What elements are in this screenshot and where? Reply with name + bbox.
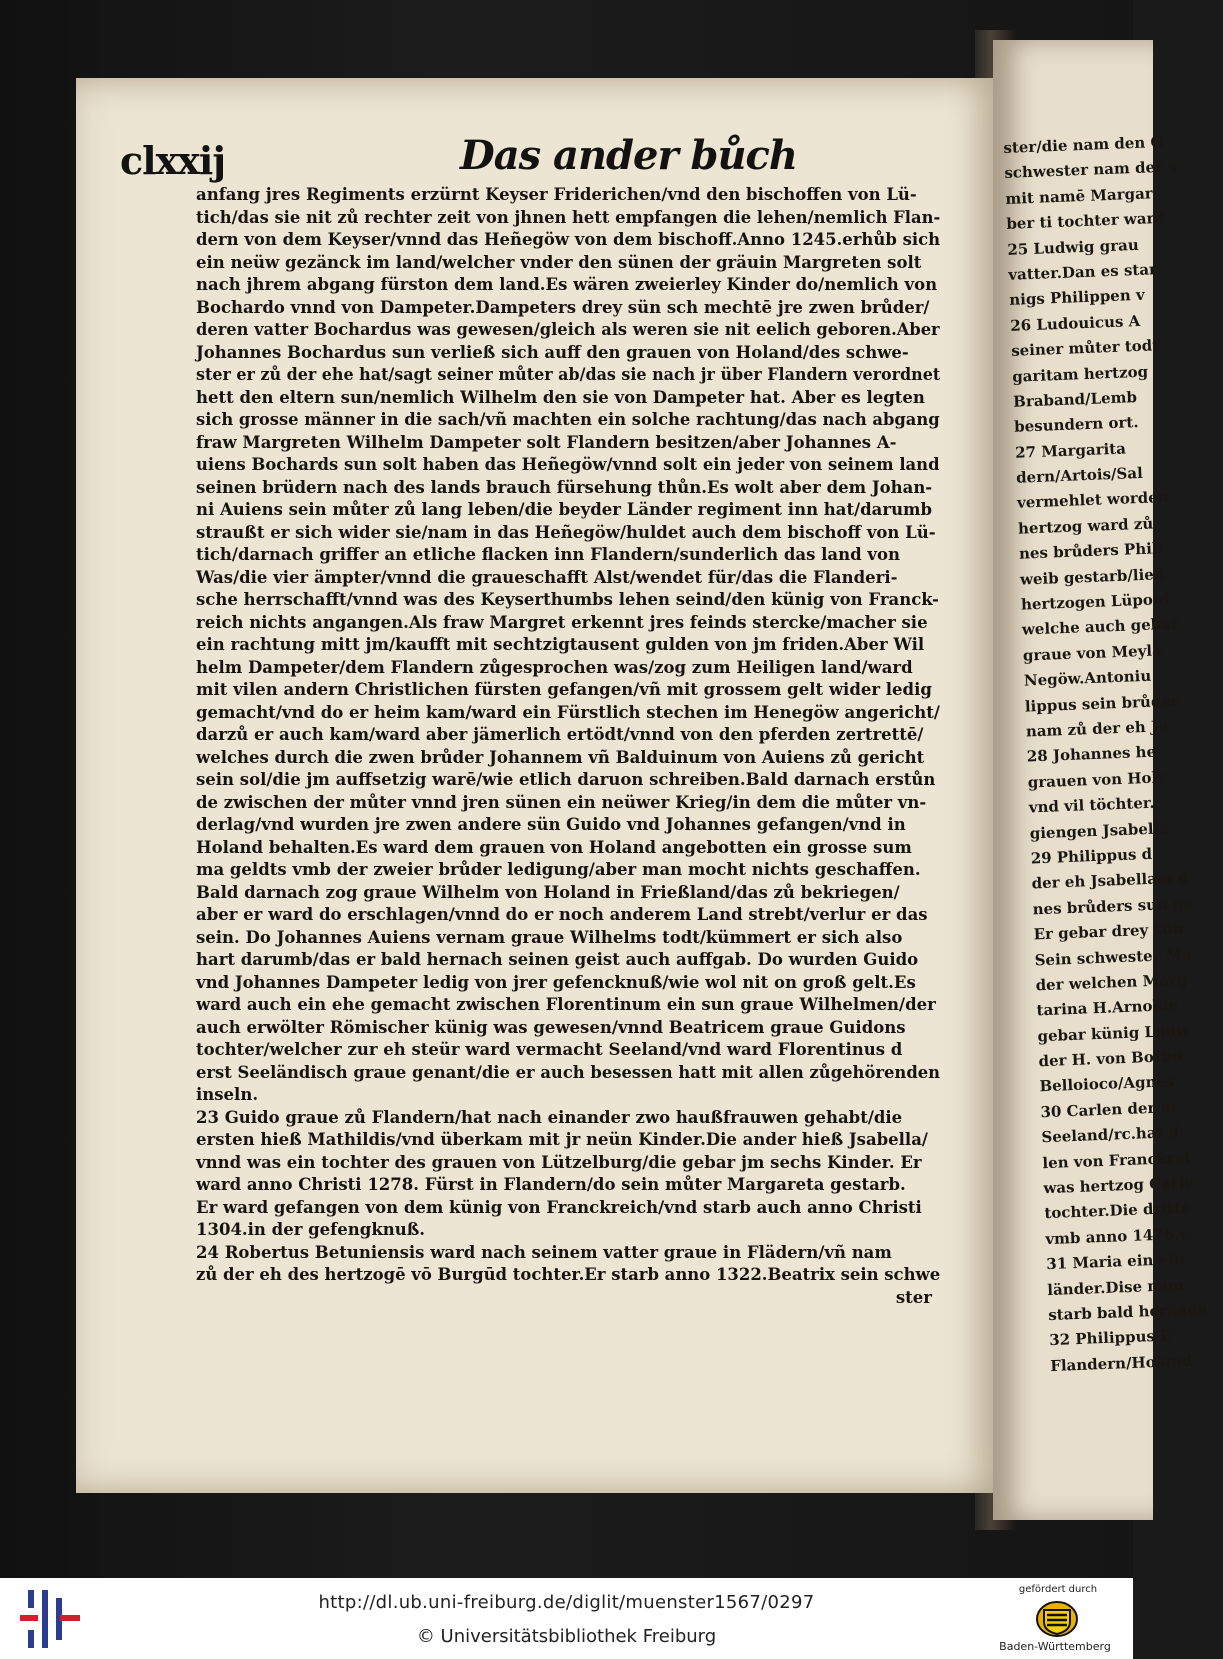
facing-text-line: welche auch gebar bbox=[1021, 615, 1180, 640]
text-line: aber er ward do erschlagen/vnnd do er noch anderem Land strebt/verlur er das bbox=[196, 905, 928, 924]
running-head: Das ander bůch bbox=[460, 132, 797, 179]
facing-text-line: 31 Maria ein ein bbox=[1046, 1250, 1186, 1274]
text-line: hett den eltern sun/nemlich Wilhelm den sie von Dampeter hat. Aber es legten bbox=[196, 387, 925, 407]
facing-text-line: ster/die nam den G bbox=[1003, 132, 1164, 157]
text-line: fraw Margreten Wilhelm Dampeter solt Flandern besitzen/aber Johannes A- bbox=[196, 432, 897, 452]
facing-text-line: besundern ort. bbox=[1013, 413, 1139, 437]
text-line: Johannes Bochardus sun verließ sich auff den grauen von Holand/des schwe- bbox=[196, 342, 909, 362]
catchword: ster bbox=[895, 1287, 932, 1307]
facing-text-line: nes brůders Phili bbox=[1018, 539, 1164, 563]
facing-text-line: Negöw.Antoniu bbox=[1023, 666, 1152, 690]
text-line: Bald darnach zog graue Wilhelm von Holand in Frießland/das zů bekriegen/ bbox=[196, 882, 900, 902]
facing-text-line: giengen Jsabella bbox=[1029, 818, 1170, 843]
text-line: reich nichts angangen.Als fraw Margret erkennt jres feinds stercke/macher sie bbox=[196, 612, 928, 632]
facing-text-line: der eh Jsabellam d bbox=[1031, 868, 1189, 893]
text-line: ein neüw gezänck im land/welcher vnder den sünen der gräuin Margreten solt bbox=[196, 252, 922, 272]
text-line: ma geldts vmb der zweier brůder ledigung/aber man mocht nichts geschaffen. bbox=[196, 860, 921, 879]
text-line: sein sol/die jm auffsetzig warē/wie etlich daruon schreiben.Bald darnach erstůn bbox=[196, 770, 936, 789]
facing-text-line: 26 Ludouicus A bbox=[1009, 311, 1141, 335]
text-line: gemacht/vnd do er heim kam/ward ein Fürstlich stechen im Henegöw angericht/ bbox=[196, 702, 940, 722]
facing-text-line: len von Franckrei bbox=[1042, 1148, 1191, 1172]
text-line: tochter/welcher zur eh steür ward vermacht Seeland/vnd ward Florentinus d bbox=[196, 1040, 903, 1059]
facing-text-line: Braband/Lemb bbox=[1012, 387, 1138, 411]
text-line: straußt er sich wider sie/nam in das Heñegöw/huldet auch dem bischoff von Lü- bbox=[196, 522, 936, 542]
text-line: Er ward gefangen von dem künig von Franckreich/vnd starb auch anno Christi bbox=[196, 1197, 922, 1217]
funding-state-label: Baden-Württemberg bbox=[999, 1640, 1111, 1653]
text-line: hart darumb/das er bald hernach seinen geist auch auffgab. Do wurden Guido bbox=[196, 950, 919, 969]
text-line: sich grosse männer in die sach/vñ machten ein solche rachtung/das nach abgang bbox=[196, 410, 940, 429]
text-line: tich/darnach griffer an etliche flacken inn Flandern/sunderlich das land von bbox=[196, 545, 900, 564]
text-line: ward anno Christi 1278. Fürst in Flandern/do sein můter Margareta gestarb. bbox=[196, 1175, 906, 1194]
facing-text-line: vermehlet worden bbox=[1016, 488, 1169, 513]
facing-text-line: nigs Philippen v bbox=[1008, 286, 1145, 310]
facing-text-line: seiner můter todt bbox=[1010, 336, 1160, 360]
text-line: ein rachtung mitt jm/kaufft mit sechtzigtausent gulden von jm friden.Aber Wil bbox=[196, 635, 925, 654]
facing-text-line: starb bald hernach bbox=[1047, 1299, 1208, 1325]
folio-number: clxxij bbox=[120, 138, 226, 183]
text-line: vnd Johannes Dampeter ledig von jrer gefencknuß/wie wol nit on groß gelt.Es bbox=[196, 972, 916, 992]
text-line: nach jhrem abgang fürston dem land.Es wären zweierley Kinder do/nemlich von bbox=[196, 275, 938, 294]
text-line: seinen brüdern nach des lands brauch fürsehung thůn.Es wolt aber dem Johan- bbox=[196, 477, 933, 497]
text-line: inseln. bbox=[196, 1085, 259, 1104]
text-line: ward auch ein ehe gemacht zwischen Florentinum ein sun graue Wilhelmen/der bbox=[196, 995, 936, 1014]
text-line: 23 Guido graue zů Flandern/hat nach einander zwo haußfrauwen gehabt/die bbox=[196, 1107, 903, 1127]
facing-text-line: 27 Margarita bbox=[1014, 439, 1127, 462]
text-line: ersten hieß Mathildis/vnd überkam mit jr neün Kinder.Die ander hieß Jsabella/ bbox=[196, 1130, 928, 1149]
facing-text-line: länder.Dise nam bbox=[1046, 1275, 1185, 1299]
facing-text-line: 30 Carlen der m bbox=[1040, 1097, 1177, 1122]
facing-text-line: graue von Meyla bbox=[1022, 641, 1163, 665]
funding-label: gefördert durch bbox=[1018, 1584, 1098, 1595]
facing-text-line: 25 Ludwig grau bbox=[1007, 235, 1139, 259]
facing-text-line: tarina H.Arnolde bbox=[1036, 996, 1179, 1020]
facing-text-line: der welchen Marg bbox=[1035, 970, 1188, 995]
document-url[interactable]: http://dl.ub.uni-freiburg.de/diglit/muenster1567/0297 bbox=[318, 1592, 815, 1613]
text-line: zů der eh des hertzogē vō Burgūd tochter.Er starb anno 1322.Beatrix sein schwe bbox=[196, 1265, 941, 1284]
text-line: mit vilen andern Christlichen fürsten gefangen/vñ mit grossem gelt wider ledig bbox=[196, 680, 932, 699]
text-line: sche herrschafft/vnnd was des Keyserthumbs lehen seind/den künig von Franck- bbox=[196, 590, 939, 609]
text-line: derlag/vnd wurden jre zwen andere sün Guido vnd Johannes gefangen/vnd in bbox=[196, 815, 906, 834]
facing-text-line: 32 Philippus E bbox=[1048, 1326, 1172, 1350]
facing-text-line: tochter.Die dritte bbox=[1044, 1199, 1191, 1223]
facing-text-line: gebar künig Ludw bbox=[1037, 1021, 1190, 1046]
text-line: ster er zů der ehe hat/sagt seiner můter ab/das sie nach jr über Flandern verordnet bbox=[196, 365, 941, 384]
facing-text-line: hertzogen Lüpold bbox=[1020, 590, 1170, 614]
text-line: sein. Do Johannes Auiens vernam graue Wilhelms todt/kümmert er sich also bbox=[196, 927, 903, 947]
facing-text-line: hertzog ward zů bbox=[1017, 514, 1154, 538]
baden-wuerttemberg-crest-icon bbox=[1022, 1600, 1092, 1638]
facing-text-line: 28 Johannes he bbox=[1026, 742, 1157, 766]
facing-text-line: Belloioco/Agnes bbox=[1039, 1072, 1175, 1096]
facing-text-line: Er gebar drey sün bbox=[1033, 919, 1184, 944]
facing-text-line: Flandern/Holand bbox=[1049, 1351, 1193, 1375]
facing-text-line: Sein schwester Ma bbox=[1034, 944, 1193, 969]
facing-text-line: dern/Artois/Sal bbox=[1015, 463, 1144, 487]
text-line: welches durch die zwen brůder Johannem vñ Balduinum von Auiens zů gericht bbox=[196, 747, 925, 767]
text-line: dern von dem Keyser/vnnd das Heñegöw von dem bischoff.Anno 1245.erhůb sich bbox=[196, 230, 941, 249]
text-line: 24 Robertus Betuniensis ward nach seinem vatter graue in Flädern/vñ nam bbox=[196, 1242, 892, 1262]
facing-text-line: vatter.Dan es star bbox=[1007, 260, 1158, 284]
text-line: Holand behalten.Es ward dem grauen von Holand angebotten ein grosse sum bbox=[196, 837, 912, 857]
text-line: ni Auiens sein můter zů lang leben/die beyder Länder regiment inn hat/darumb bbox=[196, 500, 933, 519]
text-line: erst Seeländisch graue genant/die er auch besessen hatt mit allen zůgehörenden bbox=[196, 1062, 941, 1082]
facing-text-line: garitam hertzog bbox=[1011, 362, 1149, 386]
text-line: de zwischen der můter vnnd jren sünen ein neüwer Krieg/in dem die můter vn- bbox=[196, 792, 927, 812]
copyright-notice: © Universitätsbibliothek Freiburg bbox=[416, 1626, 717, 1647]
text-line: auch erwölter Römischer künig was gewesen/vnnd Beatricem graue Guidons bbox=[196, 1017, 906, 1037]
viewer-footer bbox=[0, 1578, 1133, 1659]
facing-text-line: lippus sein brůder bbox=[1024, 691, 1180, 716]
main-text-block bbox=[196, 184, 940, 1309]
facing-text-line: der H. von Borbo bbox=[1038, 1046, 1183, 1071]
facing-text-line: grauen von Hola bbox=[1027, 767, 1168, 792]
facing-text-line: nes brůders sun ge bbox=[1032, 893, 1194, 919]
facing-text-line: schwester nam der s bbox=[1004, 157, 1177, 183]
text-line: Bochardo vnnd von Dampeter.Dampeters drey sün sch mechtē jre zwen brůder/ bbox=[196, 297, 930, 317]
facing-text-line: mit namē Margar bbox=[1005, 184, 1153, 208]
text-line: darzů er auch kam/ward aber jämerlich ertödt/vnnd von den pferden zertrettē/ bbox=[196, 725, 924, 744]
facing-text-line: 29 Philippus d bbox=[1030, 844, 1153, 868]
text-line: tich/das sie nit zů rechter zeit von jhnen hett empfangen die lehen/nemlich Flan- bbox=[196, 207, 941, 227]
facing-text-line: Seeland/rc.hat d bbox=[1041, 1123, 1180, 1147]
facing-text-line: vnd vil töchter. bbox=[1028, 793, 1155, 817]
facing-text-line: nam zů der eh Jo bbox=[1025, 717, 1169, 741]
facing-text-line: weib gestarb/ließ bbox=[1019, 564, 1166, 589]
text-line: 1304.in der gefengknuß. bbox=[196, 1220, 426, 1239]
facing-text-line: was hertzog Carle bbox=[1043, 1173, 1195, 1198]
text-line: helm Dampeter/dem Flandern zůgesprochen was/zog zum Heiligen land/ward bbox=[196, 657, 913, 677]
facing-text-line: vmb anno 1476.v bbox=[1045, 1224, 1189, 1248]
text-line: anfang jres Regiments erzürnt Keyser Friderichen/vnd den bischoffen von Lü- bbox=[196, 185, 917, 204]
text-line: vnnd was ein tochter des grauen von Lützelburg/die gebar jm sechs Kinder. Er bbox=[196, 1152, 922, 1172]
text-line: deren vatter Bochardus was gewesen/gleich als weren sie nit eelich geboren.Aber bbox=[196, 320, 940, 339]
text-line: uiens Bochards sun solt haben das Heñegöw/vnnd solt ein jeder von seinem land bbox=[196, 455, 940, 474]
facing-text-line: ber ti tochter ward bbox=[1006, 209, 1166, 234]
text-line: Was/die vier ämpter/vnnd die graueschafft Alst/wendet für/das die Flanderi- bbox=[196, 567, 898, 587]
